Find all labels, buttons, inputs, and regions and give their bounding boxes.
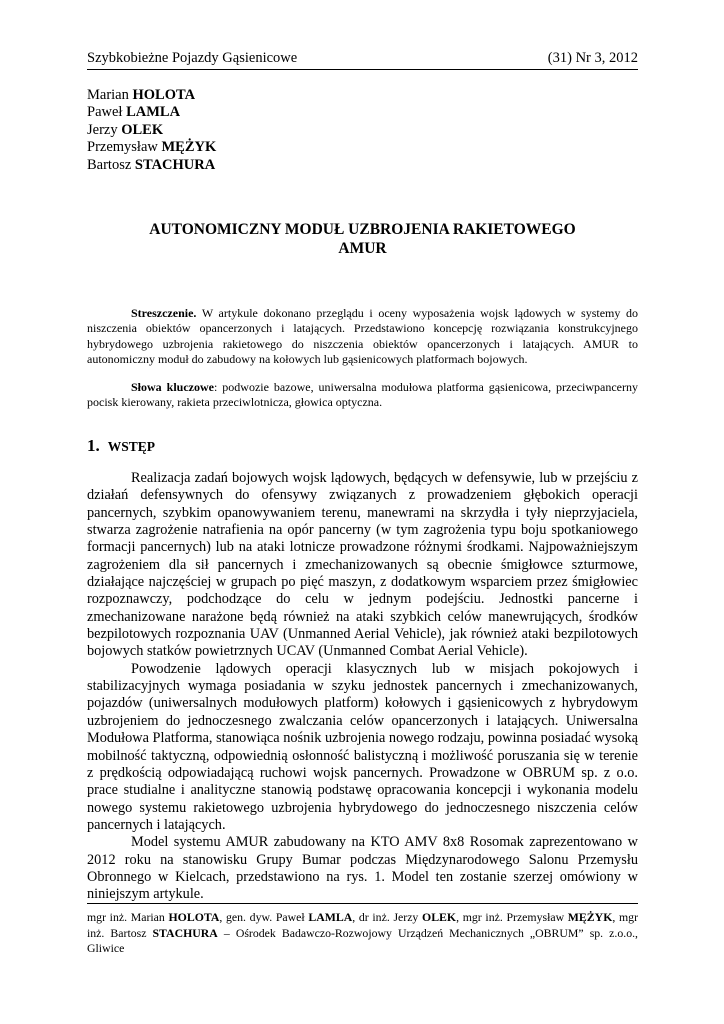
body-text xyxy=(87,470,638,904)
footnote-divider xyxy=(87,903,638,904)
section-heading: 1. WSTĘP xyxy=(87,436,156,455)
header-divider xyxy=(87,69,638,70)
paper-title: AUTONOMICZNY MODUŁ UZBROJENIA RAKIETOWEGO AMUR xyxy=(149,221,576,257)
author: Marian HOLOTA xyxy=(87,87,196,103)
author: Paweł LAMLA xyxy=(87,104,181,121)
abstract: Streszczenie. W artykule dokonano przeglądu i oceny wyposażenia wojsk lądowych w systemy do niszczenia obiektów opancerzonych i latających. Przedstawiono koncepcję rozwiązania konstrukcyjnego hybrydowego uzbrojenia rakietowego do niszczenia obiektów opancerzonych i latających. AMUR to autonomiczny moduł do zabudowy na kołowych lub gąsienicowych platformach bojowych. xyxy=(87,306,638,366)
author: Jerzy OLEK xyxy=(87,121,164,138)
issue-number: (31) Nr 3, 2012 xyxy=(547,50,638,66)
paragraph: Powodzenie lądowych operacji klasycznych lub w misjach pokojowych i stabilizacyjnych wymaga posiadania w szyku jednostek pancernych i zmechanizowanych, pojazdów (uniwersalnych modułowych platform) kołowych i gąsienicowych z hybrydowym uzbrojeniem do jednoczesnego zwalczania celów opancerzonych i latających. Uniwersalna Modułowa Platforma, stanowiąca nośnik uzbrojenia nowego rodzaju, powinna posiadać wysoką mobilność taktyczną, odpowiednią osłonność balistyczną i możliwość poruszania się w terenie z prędkością odpowiadającą ruchowi wojsk pancernych. Prowadzone w OBRUM sp. z o.o. prace studialne i analityczne stanowią podstawę opracowania koncepcji i wykonania modelu nowego systemu rakietowego uzbrojenia hybrydowego do jednoczesnego niszczenia celów pancernych i latających. xyxy=(87,660,638,833)
author: Przemysław MĘŻYK xyxy=(87,139,217,156)
keywords: Słowa kluczowe: podwozie bazowe, uniwersalna modułowa platforma gąsienicowa, przeciwpancerny pocisk kierowany, rakieta przeciwlotnicza, głowica optyczna. xyxy=(87,380,638,410)
abstract-block xyxy=(87,306,638,411)
author-affiliations: mgr inż. Marian HOLOTA, gen. dyw. Paweł LAMLA, dr inż. Jerzy OLEK, mgr inż. Przemysław MĘŻYK, mgr inż. Bartosz STACHURA – Ośrodek Badawczo-Rozwojowy Urządzeń Mechanicznych „OBRUM” sp. z.o.o., Gliwice xyxy=(87,910,639,955)
paragraph: Realizacja zadań bojowych wojsk lądowych, będących w defensywie, lub w przejściu z działań defensywnych do ofensywy związanych z prowadzeniem głębokich operacji pancernych, szybkim opanowywaniem terenu, manewrami na skrzydła i tyły nieprzyjaciela, stwarza zagrożenie natrafienia na opór pancerny (w tym zagrożenia typu boju spotkaniowego formacji pancernych) lub na ataki lotnicze prowadzone różnymi środkami. Najpoważniejszym zagrożeniem dla sił pancernych i zmechanizowanych są obecnie śmigłowce szturmowe, działające najczęściej w grupach po pięć maszyn, z dodatkowym wsparciem przez śmigłowiec rozpoznawczy, podchodzące do celu w jednym podejściu. Jednostki pancerne i zmechanizowane narażone będą również na ataki szybkich celów manewrujących, środków bezpilotowych rozpoznania UAV (Unmanned Aerial Vehicle), jak również ataki bezpilotowych bojowych statków powietrznych UCAV (Unmanned Combat Aerial Vehicle). xyxy=(87,470,638,660)
running-header xyxy=(87,50,638,70)
paragraph: Model systemu AMUR zabudowany na KTO AMV 8x8 Rosomak zaprezentowano w 2012 roku na stanowisku Grupy Bumar podczas Międzynarodowego Salonu Przemysłu Obronnego w Kielcach, przedstawiono na rys. 1. Model ten zostanie szerzej omówiony w niniejszym artykule. xyxy=(87,834,638,903)
author-list xyxy=(87,87,216,174)
author: Bartosz STACHURA xyxy=(87,156,216,173)
journal-name: Szybkobieżne Pojazdy Gąsienicowe xyxy=(87,50,298,66)
